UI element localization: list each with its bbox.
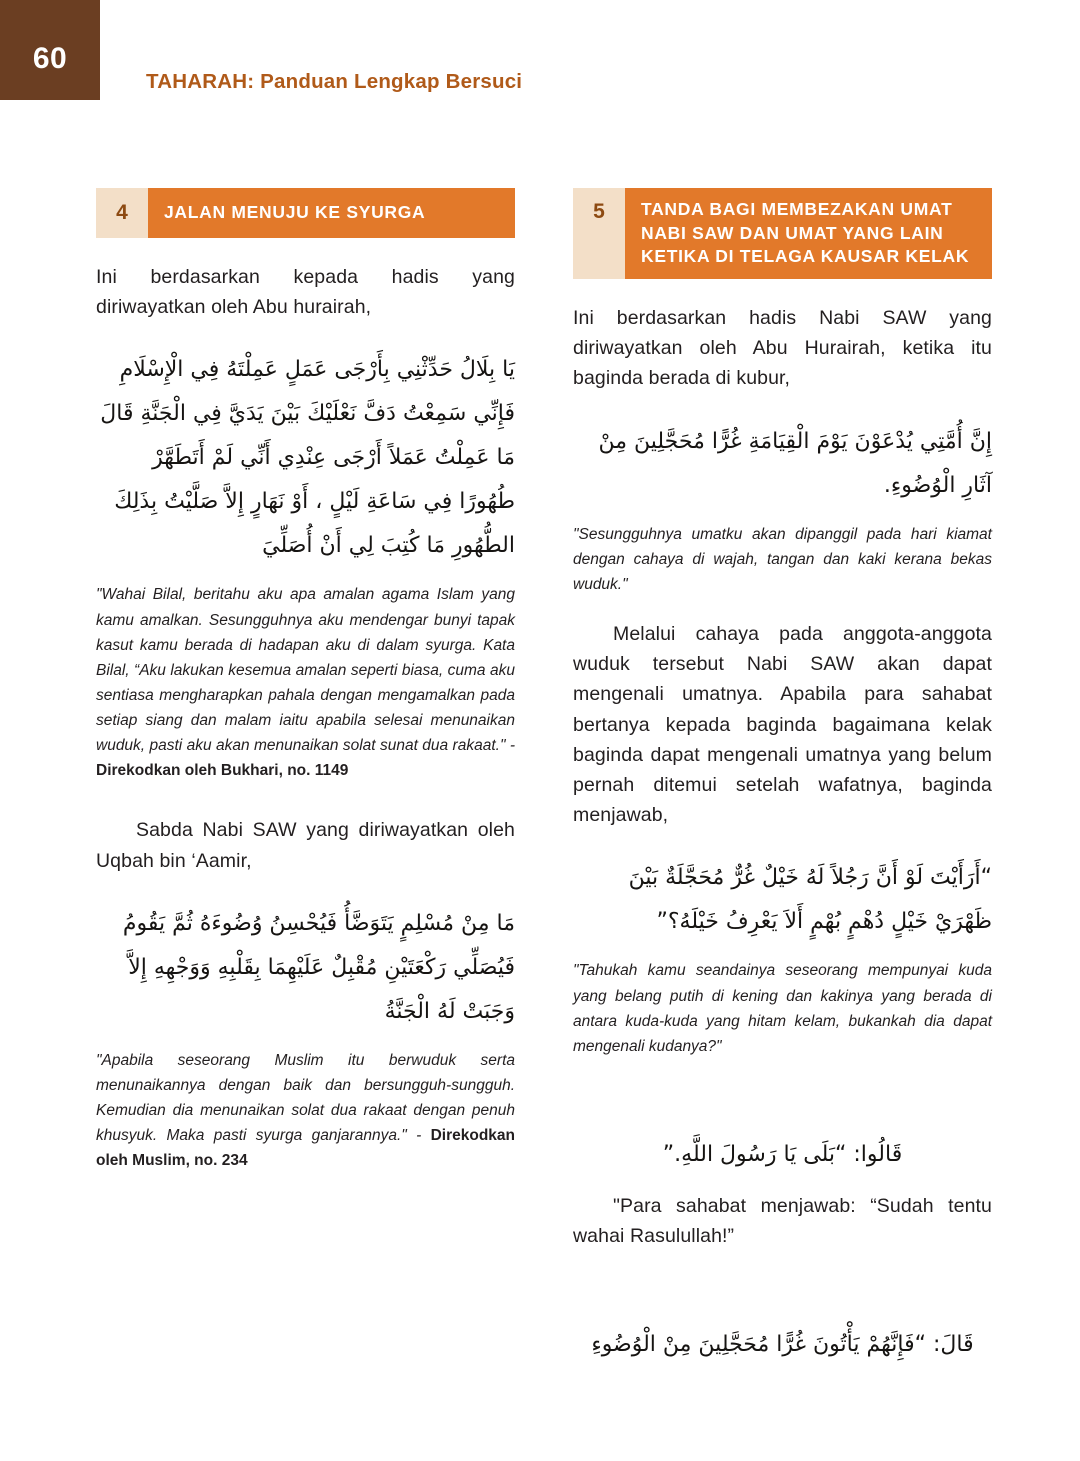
left-column [96,188,515,1381]
right-paragraph-3: "Para sahabat menjawab: “Sudah tentu wahai Rasulullah!” [573,1194,992,1248]
right-arabic-hadith-3: قَالُوا: “بَلَى يَا رَسُولَ اللَّهِ.” [662,1141,903,1167]
left-translation-2 [96,1048,515,1174]
left-translation-1-text: "Wahai Bilal, beritahu aku apa amalan agama Islam yang kamu amalkan. Sesungguhnya aku mendengar bunyi tapak kasut kamu berada di hadapan aku di dalam syurga. Kata Bilal, “Aku lakukan kesemua amalan seperti biasa, cuma aku sentiasa mengharapkan pahala dengan mengamalkan pada setiap siang dan malam iaitu apabila selesai menunaikan wuduk, pasti aku akan menunaikan solat sunat dua rakaat." - [96,586,515,755]
book-title: TAHARAH: Panduan Lengkap Bersuci [146,70,523,93]
section-title-5: TANDA BAGI MEMBEZAKAN UMAT NABI SAW DAN UMAT YANG LAIN KETIKA DI TELAGA KAUSAR KELAK [625,188,992,279]
right-arabic-hadith-1: إِنَّ أُمَّتِي يُدْعَوْنَ يَوْمَ الْقِيَامَةِ غُرًّا مُحَجَّلِينَ مِنْ آثَارِ الْوُضُوءِ. [598,428,992,498]
left-source-2: Direkodkan oleh Muslim, no. 234 [96,1127,515,1170]
right-paragraph-2: Melalui cahaya pada anggota-anggota wuduk tersebut Nabi SAW akan dapat mengenali umatnya. Apabila para sahabat bertanya kepada baginda bagaimana kelak baginda dapat mengenali umatnya yang belum pernah ditemui setelah wafatnya, baginda menjawab, [573,622,992,827]
section-heading-4 [96,188,515,238]
spacer [96,805,515,815]
left-arabic-hadith-1: يَا بِلَالُ حَدِّثْنِي بِأَرْجَى عَمَلٍ عَمِلْتَهُ فِي الْإِسْلَامِ فَإِنِّي سَمِعْتُ دَفَّ نَعْلَيْكَ بَيْنَ يَدَيَّ فِي الْجَنَّةِ قَالَ مَا عَمِلْتُ عَمَلاً أَرْجَى عِنْدِي أَنِّي لَمْ أَتَطَهَّرْ طُهُورًا فِي سَاعَةِ لَيْلٍ ، أَوْ نَهَارٍ إِلاَّ صَلَّيْتُ بِذَلِكَ الطُّهُورِ مَا كُتِبَ لِي أَنْ أُصَلِّيَ [100,357,515,559]
page-number-block [0,0,100,100]
page-content [96,188,992,1381]
spacer [573,1081,992,1107]
left-intro-paragraph: Ini berdasarkan kepada hadis yang diriwayatkan oleh Abu hurairah, [96,266,515,319]
left-paragraph-2: Sabda Nabi SAW yang diriwayatkan oleh Uqbah bin ‘Aamir, [96,819,515,872]
right-arabic-hadith-2: “أَرَأَيْتَ لَوْ أَنَّ رَجُلاً لَهُ خَيْلٌ غُرٌّ مُحَجَّلَةٌ بَيْنَ ظَهْرَيْ خَيْلٍ دُهْمٍ بُهْمٍ أَلاَ يَعْرِفُ خَيْلَهُ؟” [628,865,992,935]
left-translation-2-text: "Apabila seseorang Muslim itu berwuduk serta menunaikannya dengan baik dan bersungguh-sungguh. Kemudian dia menunaikan solat dua rakaat dengan penuh khusyuk. Maka pasti syurga ganjarannya." - [96,1051,515,1145]
left-arabic-hadith-2: مَا مِنْ مُسْلِمٍ يَتَوَضَّأُ فَيُحْسِنُ وُضُوءَهُ ثُمَّ يَقُومُ فَيُصَلِّي رَكْعَتَيْنِ مُقْبِلٌ عَلَيْهِمَا بِقَلْبِهِ وَوَجْهِهِ إِلاَّ وَجَبَتْ لَهُ الْجَنَّةُ [122,910,515,1024]
section-heading-5 [573,188,992,279]
left-source-1: Direkodkan oleh Bukhari, no. 1149 [96,762,349,780]
section-number-5: 5 [573,188,625,279]
page-number: 60 [32,42,68,75]
section-title-4: JALAN MENUJU KE SYURGA [148,188,515,238]
right-arabic-hadith-4: قَالَ: “فَإِنَّهُمْ يَأْتُونَ غُرًّا مُحَجَّلِينَ مِنْ الْوُضُوءِ [591,1332,974,1358]
right-column [573,188,992,1381]
right-translation-1: "Sesungguhnya umatku akan dipanggil pada hari kiamat dengan cahaya di wajah, tangan dan kaki kerana bekas wuduk." [573,525,992,593]
section-number-4: 4 [96,188,148,238]
spacer [573,1271,992,1297]
right-intro-paragraph: Ini berdasarkan hadis Nabi SAW yang diriwayatkan oleh Abu Hurairah, ketika itu baginda berada di kubur, [573,306,992,390]
left-translation-1 [96,582,515,783]
right-translation-2: "Tahukah kamu seandainya seseorang mempunyai kuda yang belang putih di kening dan kakinya yang berada di antara kuda-kuda yang hitam kelam, bukankah dia dapat mengenali kudanya?" [573,962,992,1055]
